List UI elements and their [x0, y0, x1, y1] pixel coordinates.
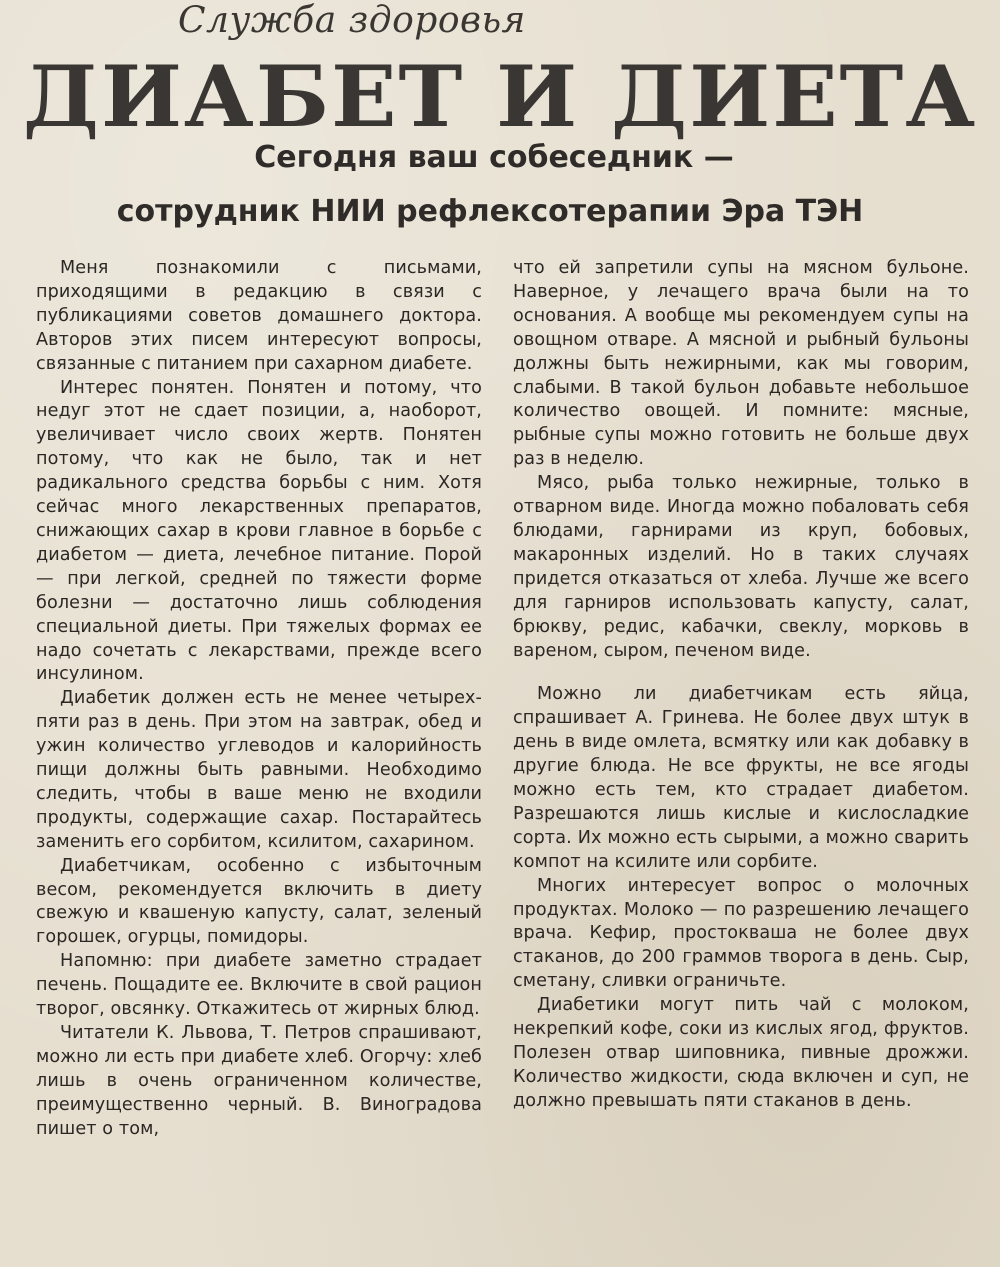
paragraph: Диабетики могут пить чай с молоком, некрепкий кофе, соки из кислых ягод, фруктов. Полезен отвар шиповника, пивные дрожжи. Количество жидкости, сюда включен и суп, не должно превышать пяти стаканов в день.	[513, 995, 969, 1111]
paragraph: Многих интересует вопрос о молочных продуктах. Молоко — по разрешению лечащего врача. Кефир, простокваша не более двух стаканов, до 200 граммов творога в день. Сыр, сметану, сливки ограничьте.	[513, 875, 969, 992]
paragraph: Можно ли диабетчикам есть яйца, спрашивает А. Гринева. Не более двух штук в день в виде омлета, всмятку или как добавку в другие блюда. Не все фрукты, не все ягоды можно есть тем, кто страдает диабетом. Разрешаются лишь кислые и кислосладкие сорта. Их можно есть сырыми, а можно сварить компот на ксилите или сорбите.	[513, 684, 969, 872]
article-column-left	[36, 257, 482, 1142]
headline: ДИАБЕТ И ДИЕТА	[22, 47, 978, 146]
rubric-title: Служба здоровья	[178, 0, 526, 41]
paragraph: Меня познакомили с письмами, приходящими в редакцию в связи с публикациями советов домашнего доктора. Авторов этих писем интересуют вопросы, связанные с питанием при сахарном диабете.	[36, 258, 482, 374]
paragraph: Напомню: при диабете заметно страдает печень. Пощадите ее. Включите в свой рацион творог, овсянку. Откажитесь от жирных блюд.	[36, 951, 482, 1020]
subheadline-line-2: сотрудник НИИ рефлексотерапии Эра ТЭН	[116, 194, 864, 229]
subheadline-line-1: Сегодня ваш собеседник —	[254, 140, 734, 175]
article-column-right	[513, 257, 969, 1114]
paragraph: Интерес понятен. Понятен и потому, что недуг этот не сдает позиции, а, наоборот, увеличивает число своих жертв. Понятен потому, что как не было, так и нет радикального средства борьбы с ним. Хотя сейчас много лекарственных препаратов, снижающих сахар в крови главное в борьбе с диабетом — диета, лечебное питание. Порой — при легкой, средней по тяжести форме болезни — достаточно лишь соблюдения специальной диеты. При тяжелых формах ее надо сочетать с лекарствами, прежде всего инсулином.	[36, 377, 482, 685]
paragraph: Читатели К. Львова, Т. Петров спрашивают, можно ли есть при диабете хлеб. Огорчу: хлеб лишь в очень ограниченном количестве, преимущественно черный. В. Виноградова пишет о том,	[36, 1023, 482, 1139]
paragraph: что ей запретили супы на мясном бульоне. Наверное, у лечащего врача были на то основания. А вообще мы рекомендуем супы на овощном отваре. А мясной и рыбный бульоны должны быть нежирными, как мы говорим, слабыми. В такой бульон добавьте небольшое количество овощей. И помните: мясные, рыбные супы можно готовить не больше двух раз в неделю.	[513, 258, 969, 470]
paragraph: Диабетчикам, особенно с избыточным весом, рекомендуется включить в диету свежую и квашеную капусту, салат, зеленый горошек, огурцы, помидоры.	[36, 855, 482, 948]
paragraph: Диабетик должен есть не менее четырех-пяти раз в день. При этом на завтрак, обед и ужин количество углеводов и калорийность пищи должны быть равными. Необходимо следить, чтобы в ваше меню не входили продукты, содержащие сахар. Постарайтесь заменить его сорбитом, ксилитом, сахарином.	[36, 688, 482, 852]
paragraph: Мясо, рыба только нежирные, только в отварном виде. Иногда можно побаловать себя блюдами, гарнирами из круп, бобовых, макаронных изделий. Но в таких случаях придется отказаться от хлеба. Лучше же всего для гарниров использовать капусту, салат, брюкву, редис, кабачки, свеклу, морковь в вареном, сыром, печеном виде.	[513, 473, 969, 661]
